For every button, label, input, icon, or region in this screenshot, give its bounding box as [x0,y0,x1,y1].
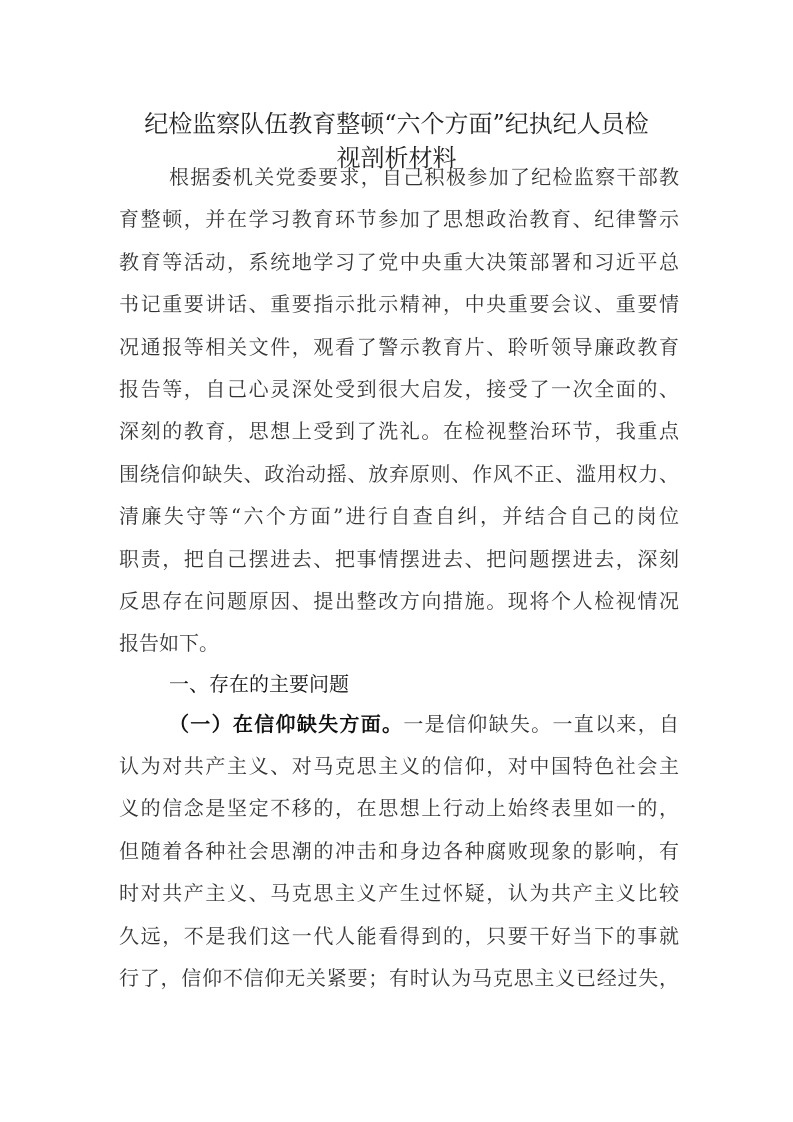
document-title-line-1: 纪检监察队伍教育整顿“六个方面”纪执纪人员检 [144,110,649,138]
document-title-line-2: 视剖析材料 [336,144,457,172]
text-line: 教育等活动，系统地学习了党中央重大决策部署和习近平总 [119,249,679,274]
text-line: 围绕信仰缺失、政治动摇、放弃原则、作风不正、滥用权力、 [119,461,679,486]
subsection-paragraph [119,703,679,1000]
text-line: 清廉失守等“六个方面”进行自查自纠，并结合自己的岗位 [119,504,679,529]
intro-paragraph [119,156,679,665]
text-line: 义的信念是坚定不移的，在思想上行动上始终表里如一的， [119,796,679,821]
text-line: 报告如下。 [119,631,219,656]
section-heading: 一、存在的主要问题 [169,671,349,696]
text-line: 行了，信仰不信仰无关紧要；有时认为马克思主义已经过失， [119,966,679,991]
text-line: 况通报等相关文件，观看了警示教育片、聆听领导廉政教育 [119,334,679,359]
text-line: 育整顿，并在学习教育环节参加了思想政治教育、纪律警示 [119,207,679,232]
text-line: 久远，不是我们这一代人能看得到的，只要干好当下的事就 [119,923,679,948]
subsection-heading: （一）在信仰缺失方面。 [169,711,404,736]
text-line: 根据委机关党委要求，自己积极参加了纪检监察干部教 [169,165,679,189]
text-line: 但随着各种社会思潮的冲击和身边各种腐败现象的影响，有 [119,838,679,863]
text-line: 报告等，自己心灵深处受到很大启发，接受了一次全面的、 [119,376,679,401]
text-line: 职责，把自己摆进去、把事情摆进去、把问题摆进去，深刻 [119,546,679,571]
text-line: 反思存在问题原因、提出整改方向措施。现将个人检视情况 [119,588,679,613]
text-line: 深刻的教育，思想上受到了洗礼。在检视整治环节，我重点 [119,419,679,444]
text-line: 认为对共产主义、对马克思主义的信仰，对中国特色社会主 [119,754,679,779]
text-line: 时对共产主义、马克思主义产生过怀疑，认为共产主义比较 [119,881,679,906]
document-body [119,156,679,999]
text-span: 一是信仰缺失。一直以来，自 [403,711,680,736]
text-line [119,703,679,745]
text-line: 书记重要讲话、重要指示批示精神，中央重要会议、重要情 [119,292,679,317]
